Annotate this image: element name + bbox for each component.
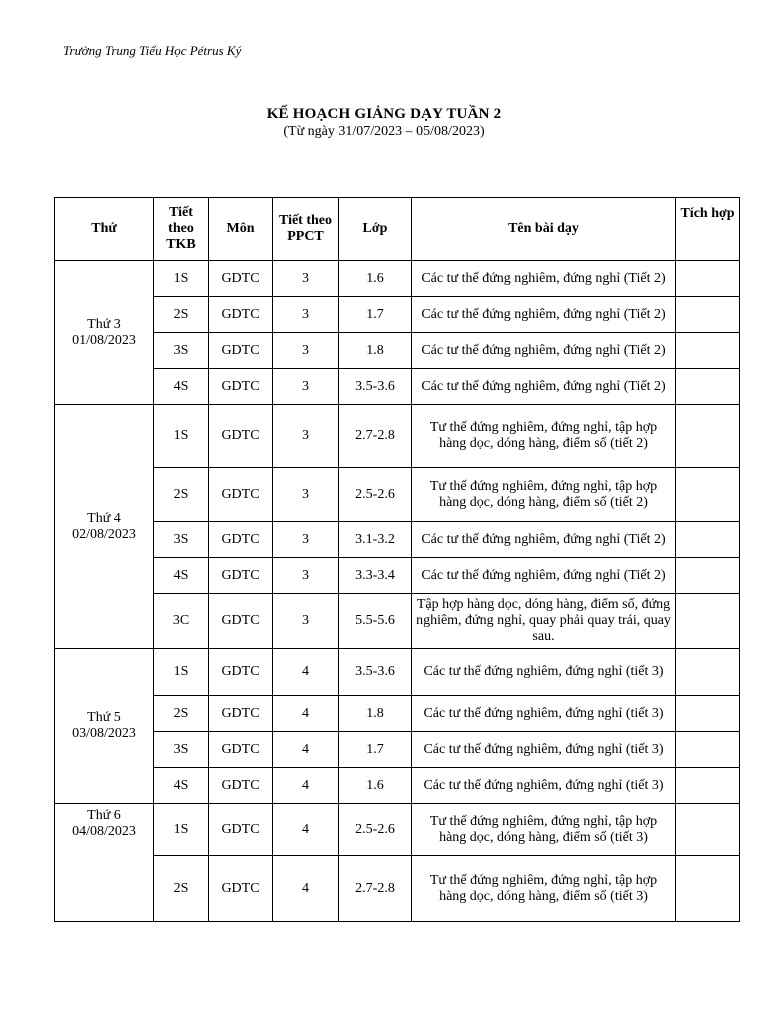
day-cell xyxy=(55,804,154,922)
table-row xyxy=(55,856,740,922)
lop-cell: 1.8 xyxy=(339,696,412,732)
tiet-tkb-cell: 1S xyxy=(154,804,209,856)
table-row xyxy=(55,732,740,768)
tiet-ppct-cell: 4 xyxy=(273,696,339,732)
table-row xyxy=(55,768,740,804)
tiet-tkb-cell: 3C xyxy=(154,594,209,649)
lop-cell: 2.5-2.6 xyxy=(339,804,412,856)
day-label: Thứ 4 xyxy=(87,510,121,526)
lesson-title-cell: Tư thế đứng nghiêm, đứng nghỉ, tập hợp hàng dọc, dóng hàng, điểm số (tiết 2) xyxy=(412,468,676,522)
tiet-tkb-cell: 3S xyxy=(154,732,209,768)
table-row xyxy=(55,333,740,369)
tiet-ppct-cell: 3 xyxy=(273,405,339,468)
lop-cell: 3.5-3.6 xyxy=(339,649,412,696)
table-row xyxy=(55,405,740,468)
lesson-title-cell: Các tư thế đứng nghiêm, đứng nghỉ (Tiết 2) xyxy=(412,369,676,405)
header-mon: Môn xyxy=(209,198,273,261)
tich-hop-cell xyxy=(676,768,740,804)
table-row xyxy=(55,649,740,696)
tich-hop-cell xyxy=(676,732,740,768)
table-row xyxy=(55,261,740,297)
header-thu: Thứ xyxy=(55,198,154,261)
tiet-tkb-cell: 2S xyxy=(154,468,209,522)
lesson-title-cell: Các tư thế đứng nghiêm, đứng nghỉ (Tiết 2) xyxy=(412,297,676,333)
day-date: 04/08/2023 xyxy=(72,824,136,839)
table-row xyxy=(55,369,740,405)
tich-hop-cell xyxy=(676,558,740,594)
lop-cell: 3.3-3.4 xyxy=(339,558,412,594)
tich-hop-cell xyxy=(676,522,740,558)
tiet-ppct-cell: 4 xyxy=(273,768,339,804)
header-lop: Lớp xyxy=(339,198,412,261)
lesson-title-cell: Các tư thế đứng nghiêm, đứng nghỉ (Tiết 2) xyxy=(412,558,676,594)
lesson-title-cell: Các tư thế đứng nghiêm, đứng nghỉ (tiết 3) xyxy=(412,732,676,768)
tiet-ppct-cell: 4 xyxy=(273,649,339,696)
header-tiet-tkb: Tiết theo TKB xyxy=(154,198,209,261)
tich-hop-cell xyxy=(676,333,740,369)
lop-cell: 1.8 xyxy=(339,333,412,369)
lop-cell: 3.1-3.2 xyxy=(339,522,412,558)
mon-cell: GDTC xyxy=(209,804,273,856)
lesson-title-cell: Các tư thế đứng nghiêm, đứng nghỉ (tiết 3) xyxy=(412,649,676,696)
day-cell xyxy=(55,405,154,649)
mon-cell: GDTC xyxy=(209,261,273,297)
table-row xyxy=(55,696,740,732)
date-range-subtitle: (Từ ngày 31/07/2023 – 05/08/2023) xyxy=(283,124,485,139)
tiet-ppct-cell: 3 xyxy=(273,369,339,405)
tiet-tkb-cell: 4S xyxy=(154,369,209,405)
lesson-title-cell: Tư thế đứng nghiêm, đứng nghỉ, tập hợp hàng dọc, dóng hàng, điểm số (tiết 2) xyxy=(412,405,676,468)
mon-cell: GDTC xyxy=(209,405,273,468)
table-body xyxy=(55,261,740,922)
tich-hop-cell xyxy=(676,594,740,649)
tiet-ppct-cell: 4 xyxy=(273,732,339,768)
tich-hop-cell xyxy=(676,261,740,297)
table-row xyxy=(55,804,740,856)
mon-cell: GDTC xyxy=(209,369,273,405)
tiet-ppct-cell: 3 xyxy=(273,558,339,594)
lop-cell: 2.5-2.6 xyxy=(339,468,412,522)
day-cell xyxy=(55,649,154,804)
tich-hop-cell xyxy=(676,297,740,333)
tich-hop-cell xyxy=(676,468,740,522)
tiet-tkb-cell: 3S xyxy=(154,522,209,558)
tiet-tkb-cell: 2S xyxy=(154,297,209,333)
tich-hop-cell xyxy=(676,856,740,922)
tich-hop-cell xyxy=(676,696,740,732)
school-name: Trường Trung Tiểu Học Pétrus Ký xyxy=(63,43,242,58)
table-header-row xyxy=(55,198,740,261)
day-label: Thứ 3 xyxy=(87,316,121,332)
lop-cell: 2.7-2.8 xyxy=(339,405,412,468)
tich-hop-cell xyxy=(676,405,740,468)
lop-cell: 1.6 xyxy=(339,768,412,804)
lop-cell: 1.6 xyxy=(339,261,412,297)
tich-hop-cell xyxy=(676,369,740,405)
lesson-title-cell: Các tư thế đứng nghiêm, đứng nghỉ (Tiết 2) xyxy=(412,333,676,369)
header-tich-hop: Tích hợp xyxy=(676,198,740,261)
tiet-ppct-cell: 4 xyxy=(273,856,339,922)
tiet-tkb-cell: 1S xyxy=(154,261,209,297)
table-row xyxy=(55,594,740,649)
lop-cell: 5.5-5.6 xyxy=(339,594,412,649)
mon-cell: GDTC xyxy=(209,468,273,522)
header-ten-bai: Tên bài dạy xyxy=(412,198,676,261)
table-row xyxy=(55,468,740,522)
day-label: Thứ 6 xyxy=(87,808,121,823)
tiet-ppct-cell: 3 xyxy=(273,261,339,297)
tich-hop-cell xyxy=(676,649,740,696)
tiet-ppct-cell: 3 xyxy=(273,333,339,369)
table-row xyxy=(55,297,740,333)
tich-hop-cell xyxy=(676,804,740,856)
lesson-title-cell: Tư thế đứng nghiêm, đứng nghỉ, tập hợp hàng dọc, dóng hàng, điểm số (tiết 3) xyxy=(412,856,676,922)
day-date: 02/08/2023 xyxy=(72,526,136,542)
mon-cell: GDTC xyxy=(209,696,273,732)
lesson-title-cell: Các tư thế đứng nghiêm, đứng nghỉ (Tiết 2) xyxy=(412,261,676,297)
lesson-title-cell: Các tư thế đứng nghiêm, đứng nghỉ (Tiết 2) xyxy=(412,522,676,558)
day-date: 01/08/2023 xyxy=(72,332,136,348)
page-title: KẾ HOẠCH GIẢNG DẠY TUẦN 2 xyxy=(266,106,502,122)
mon-cell: GDTC xyxy=(209,594,273,649)
tiet-tkb-cell: 1S xyxy=(154,649,209,696)
lop-cell: 1.7 xyxy=(339,732,412,768)
tiet-tkb-cell: 4S xyxy=(154,558,209,594)
tiet-ppct-cell: 3 xyxy=(273,522,339,558)
mon-cell: GDTC xyxy=(209,558,273,594)
day-label: Thứ 5 xyxy=(87,710,121,725)
header-tiet-ppct: Tiết theo PPCT xyxy=(273,198,339,261)
lesson-title-cell: Các tư thế đứng nghiêm, đứng nghỉ (tiết 3) xyxy=(412,768,676,804)
tiet-ppct-cell: 4 xyxy=(273,804,339,856)
mon-cell: GDTC xyxy=(209,732,273,768)
mon-cell: GDTC xyxy=(209,297,273,333)
mon-cell: GDTC xyxy=(209,333,273,369)
lop-cell: 1.7 xyxy=(339,297,412,333)
lesson-title-cell: Tập hợp hàng dọc, dóng hàng, điểm số, đứng nghiêm, đứng nghỉ, quay phải quay trái, quay sau. xyxy=(412,594,676,649)
lesson-plan-table xyxy=(54,197,740,922)
day-cell xyxy=(55,261,154,405)
mon-cell: GDTC xyxy=(209,856,273,922)
tiet-tkb-cell: 3S xyxy=(154,333,209,369)
lop-cell: 2.7-2.8 xyxy=(339,856,412,922)
lesson-title-cell: Các tư thế đứng nghiêm, đứng nghỉ (tiết 3) xyxy=(412,696,676,732)
tiet-tkb-cell: 4S xyxy=(154,768,209,804)
tiet-tkb-cell: 2S xyxy=(154,696,209,732)
mon-cell: GDTC xyxy=(209,768,273,804)
tiet-ppct-cell: 3 xyxy=(273,468,339,522)
mon-cell: GDTC xyxy=(209,649,273,696)
tiet-tkb-cell: 1S xyxy=(154,405,209,468)
tiet-ppct-cell: 3 xyxy=(273,594,339,649)
table-row xyxy=(55,522,740,558)
lesson-title-cell: Tư thế đứng nghiêm, đứng nghỉ, tập hợp hàng dọc, dóng hàng, điểm số (tiết 3) xyxy=(412,804,676,856)
lop-cell: 3.5-3.6 xyxy=(339,369,412,405)
tiet-tkb-cell: 2S xyxy=(154,856,209,922)
mon-cell: GDTC xyxy=(209,522,273,558)
table-row xyxy=(55,558,740,594)
tiet-ppct-cell: 3 xyxy=(273,297,339,333)
day-date: 03/08/2023 xyxy=(72,726,136,741)
